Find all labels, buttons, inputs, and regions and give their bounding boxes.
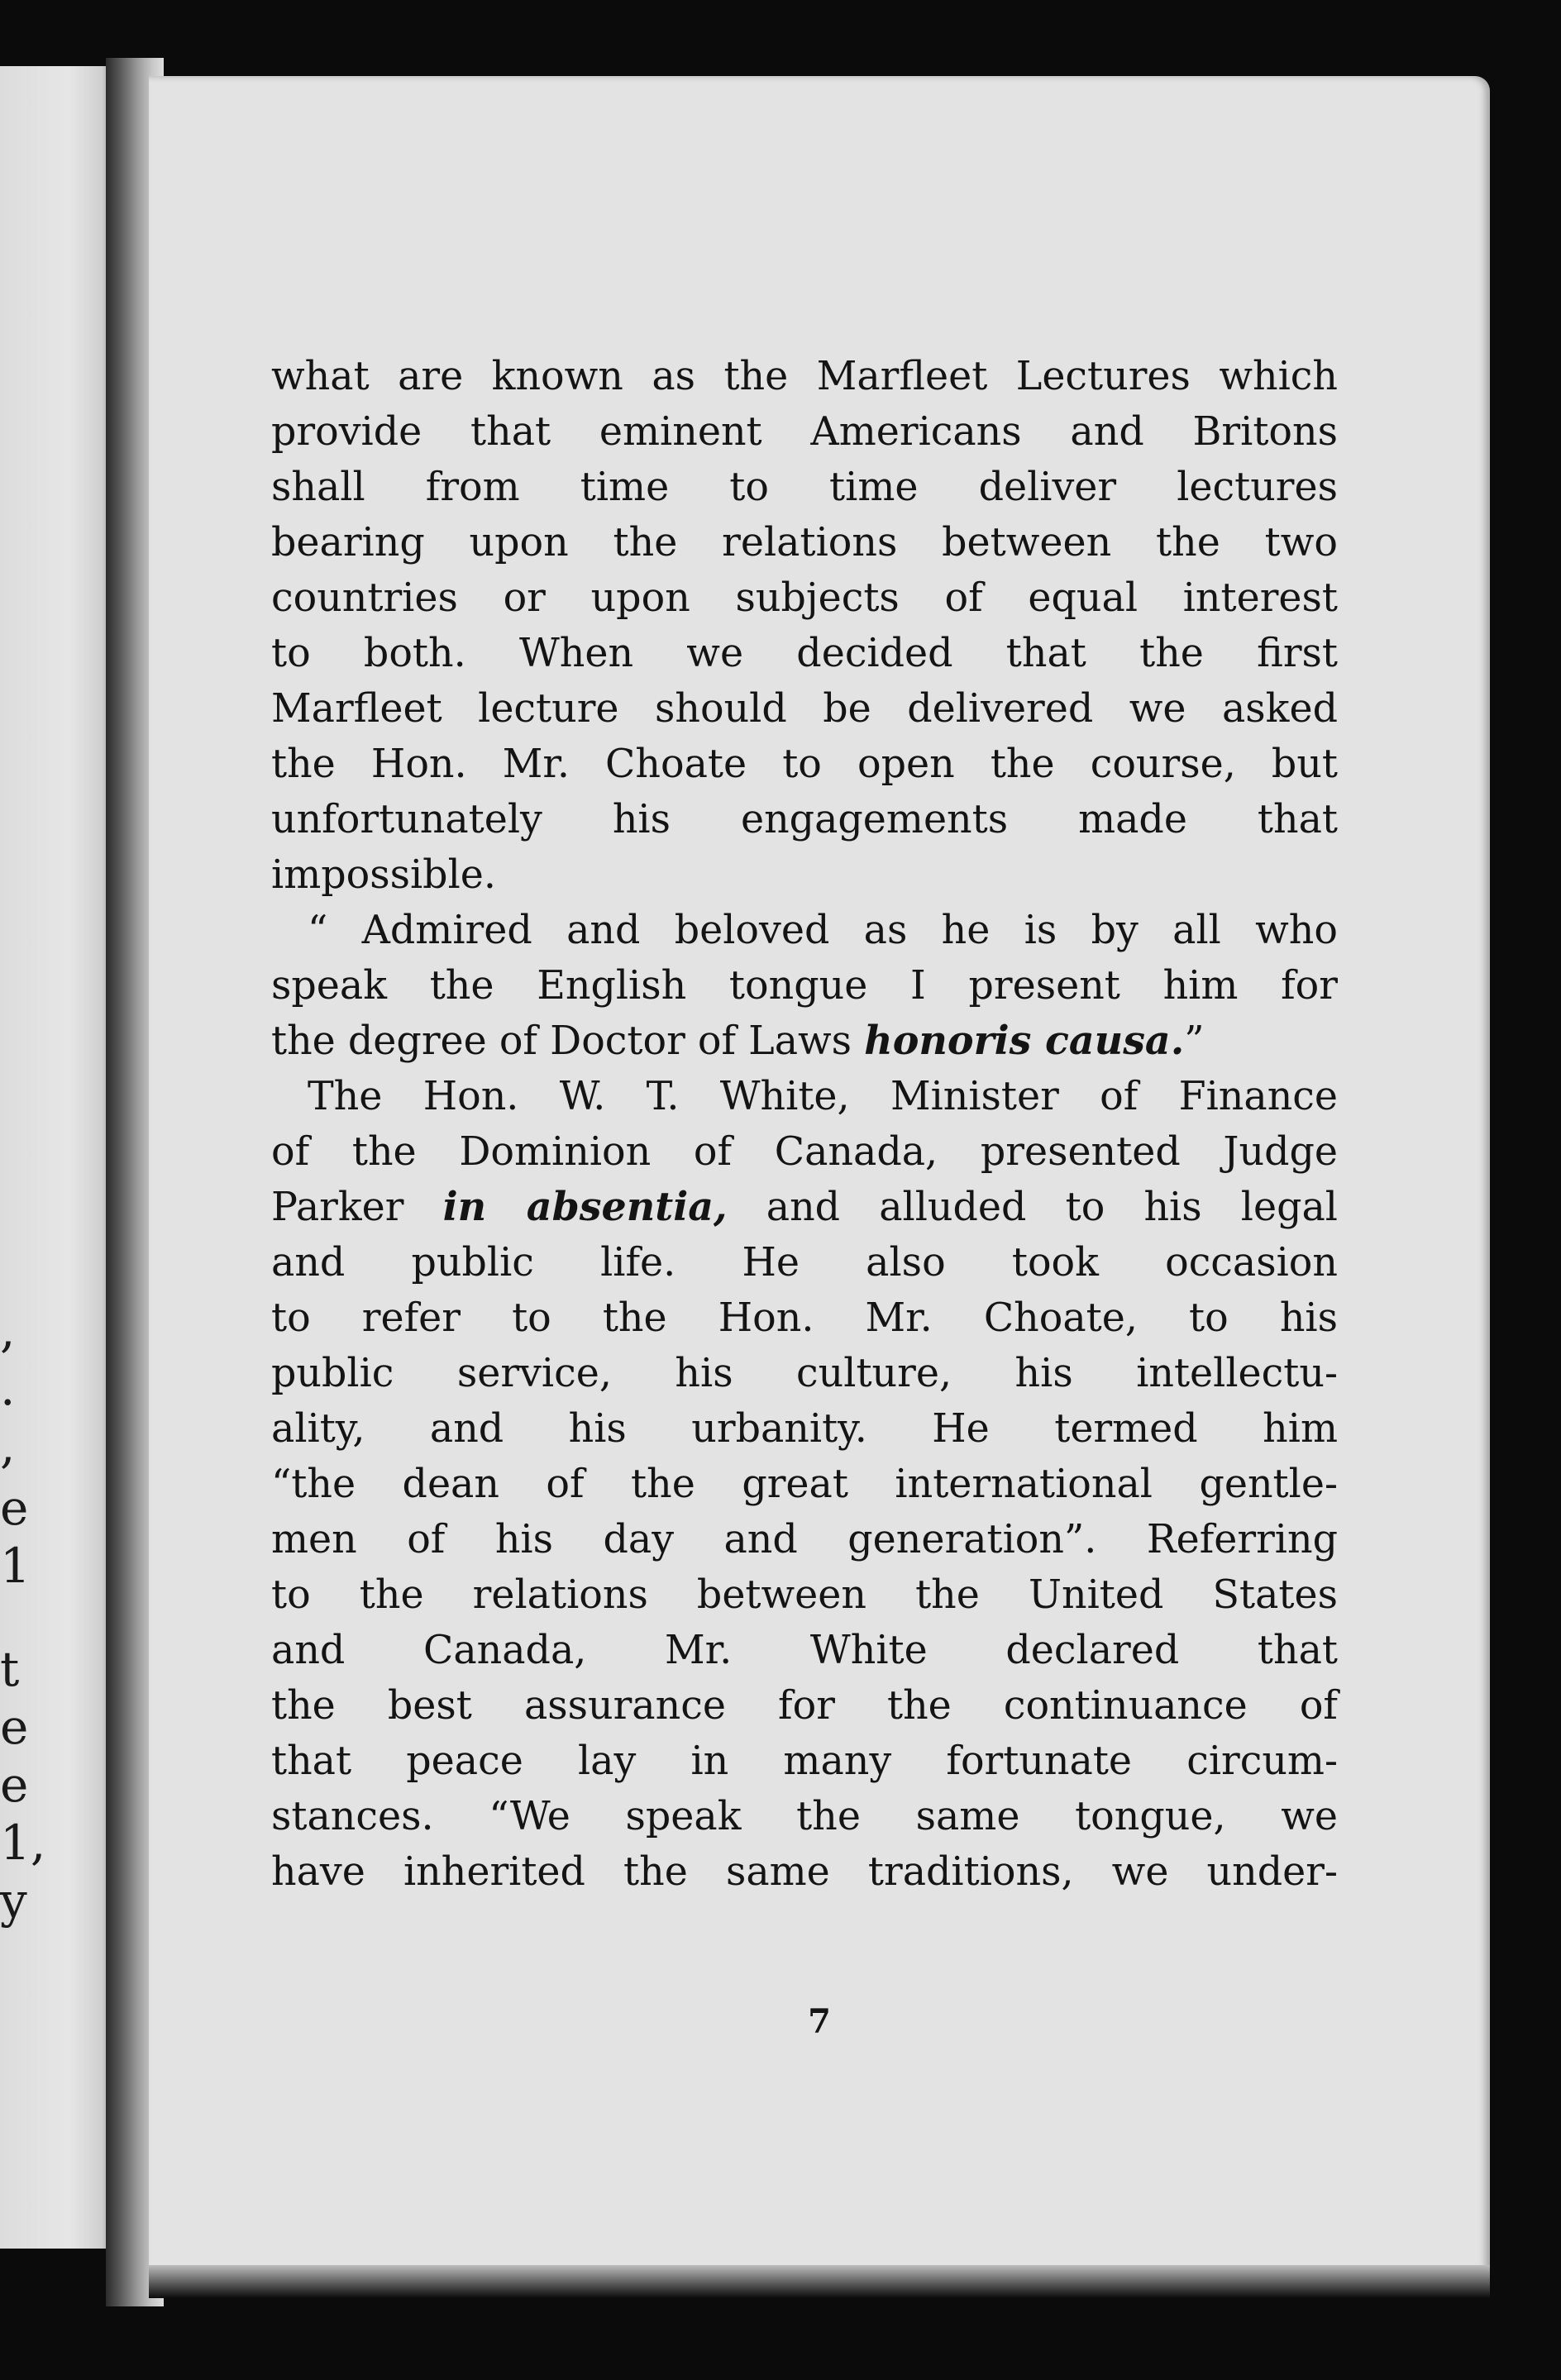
book-page bbox=[149, 76, 1490, 2292]
text-line: what are known as the Marfleet Lectures which bbox=[271, 354, 1338, 399]
text-line: of the Dominion of Canada, presented Judge bbox=[271, 1129, 1338, 1175]
text-line: and public life. He also took occasion bbox=[271, 1240, 1338, 1285]
left-edge-char: e bbox=[0, 1699, 29, 1755]
text-line bbox=[271, 1180, 1338, 1235]
text-line: bearing upon the relations between the two bbox=[271, 520, 1338, 565]
text-line: Marfleet lecture should be delivered we asked bbox=[271, 686, 1338, 732]
left-edge-char: 1, bbox=[0, 1815, 46, 1871]
left-facing-page bbox=[0, 66, 116, 2249]
text-line: “the dean of the great international gentle- bbox=[271, 1462, 1338, 1507]
text-line: The Hon. W. T. White, Minister of Finance bbox=[308, 1074, 1338, 1119]
text-line: men of his day and generation”. Referring bbox=[271, 1517, 1338, 1562]
left-edge-char: t bbox=[0, 1641, 20, 1697]
text-run: ” bbox=[1184, 1018, 1205, 1064]
text-line: “ Admired and beloved as he is by all who bbox=[308, 908, 1338, 953]
body-text bbox=[271, 349, 1338, 1900]
left-edge-char: 1 bbox=[0, 1538, 31, 1594]
text-line: have inherited the same traditions, we under- bbox=[271, 1849, 1338, 1895]
left-edge-char: e bbox=[0, 1480, 29, 1536]
text-line: to the relations between the United States bbox=[271, 1572, 1338, 1618]
left-edge-char: . bbox=[0, 1360, 16, 1416]
text-line: that peace lay in many fortunate circum- bbox=[271, 1738, 1338, 1784]
text-line: stances. “We speak the same tongue, we bbox=[271, 1794, 1338, 1839]
text-line: the Hon. Mr. Choate to open the course, but bbox=[271, 742, 1338, 787]
left-edge-char: y bbox=[0, 1872, 27, 1929]
text-line: unfortunately his engagements made that bbox=[271, 797, 1338, 842]
page-number: 7 bbox=[808, 2002, 831, 2041]
text-line: the best assurance for the continuance of bbox=[271, 1683, 1338, 1729]
text-run: Parker bbox=[271, 1185, 443, 1230]
text-line: to refer to the Hon. Mr. Choate, to his bbox=[271, 1295, 1338, 1341]
text-line: countries or upon subjects of equal interest bbox=[271, 575, 1338, 621]
italic-phrase: honoris causa. bbox=[864, 1018, 1185, 1064]
text-line bbox=[271, 1014, 1338, 1069]
text-line: to both. When we decided that the first bbox=[271, 631, 1338, 676]
text-run: the degree of Doctor of Laws bbox=[271, 1018, 865, 1064]
text-line: and Canada, Mr. White declared that bbox=[271, 1628, 1338, 1673]
left-edge-char: , bbox=[0, 1418, 16, 1474]
text-line: shall from time to time deliver lectures bbox=[271, 465, 1338, 510]
left-edge-char: e bbox=[0, 1757, 29, 1813]
left-edge-char: , bbox=[0, 1302, 16, 1358]
text-line: public service, his culture, his intellectu- bbox=[271, 1351, 1338, 1396]
page-bottom-shadow bbox=[149, 2265, 1490, 2298]
text-run: and alluded to his legal bbox=[727, 1185, 1338, 1230]
text-line: speak the English tongue I present him for bbox=[271, 963, 1338, 1009]
italic-phrase: in absentia, bbox=[442, 1184, 728, 1230]
text-line: ality, and his urbanity. He termed him bbox=[271, 1406, 1338, 1452]
text-line: impossible. bbox=[271, 852, 496, 898]
text-line: provide that eminent Americans and Britons bbox=[271, 409, 1338, 455]
